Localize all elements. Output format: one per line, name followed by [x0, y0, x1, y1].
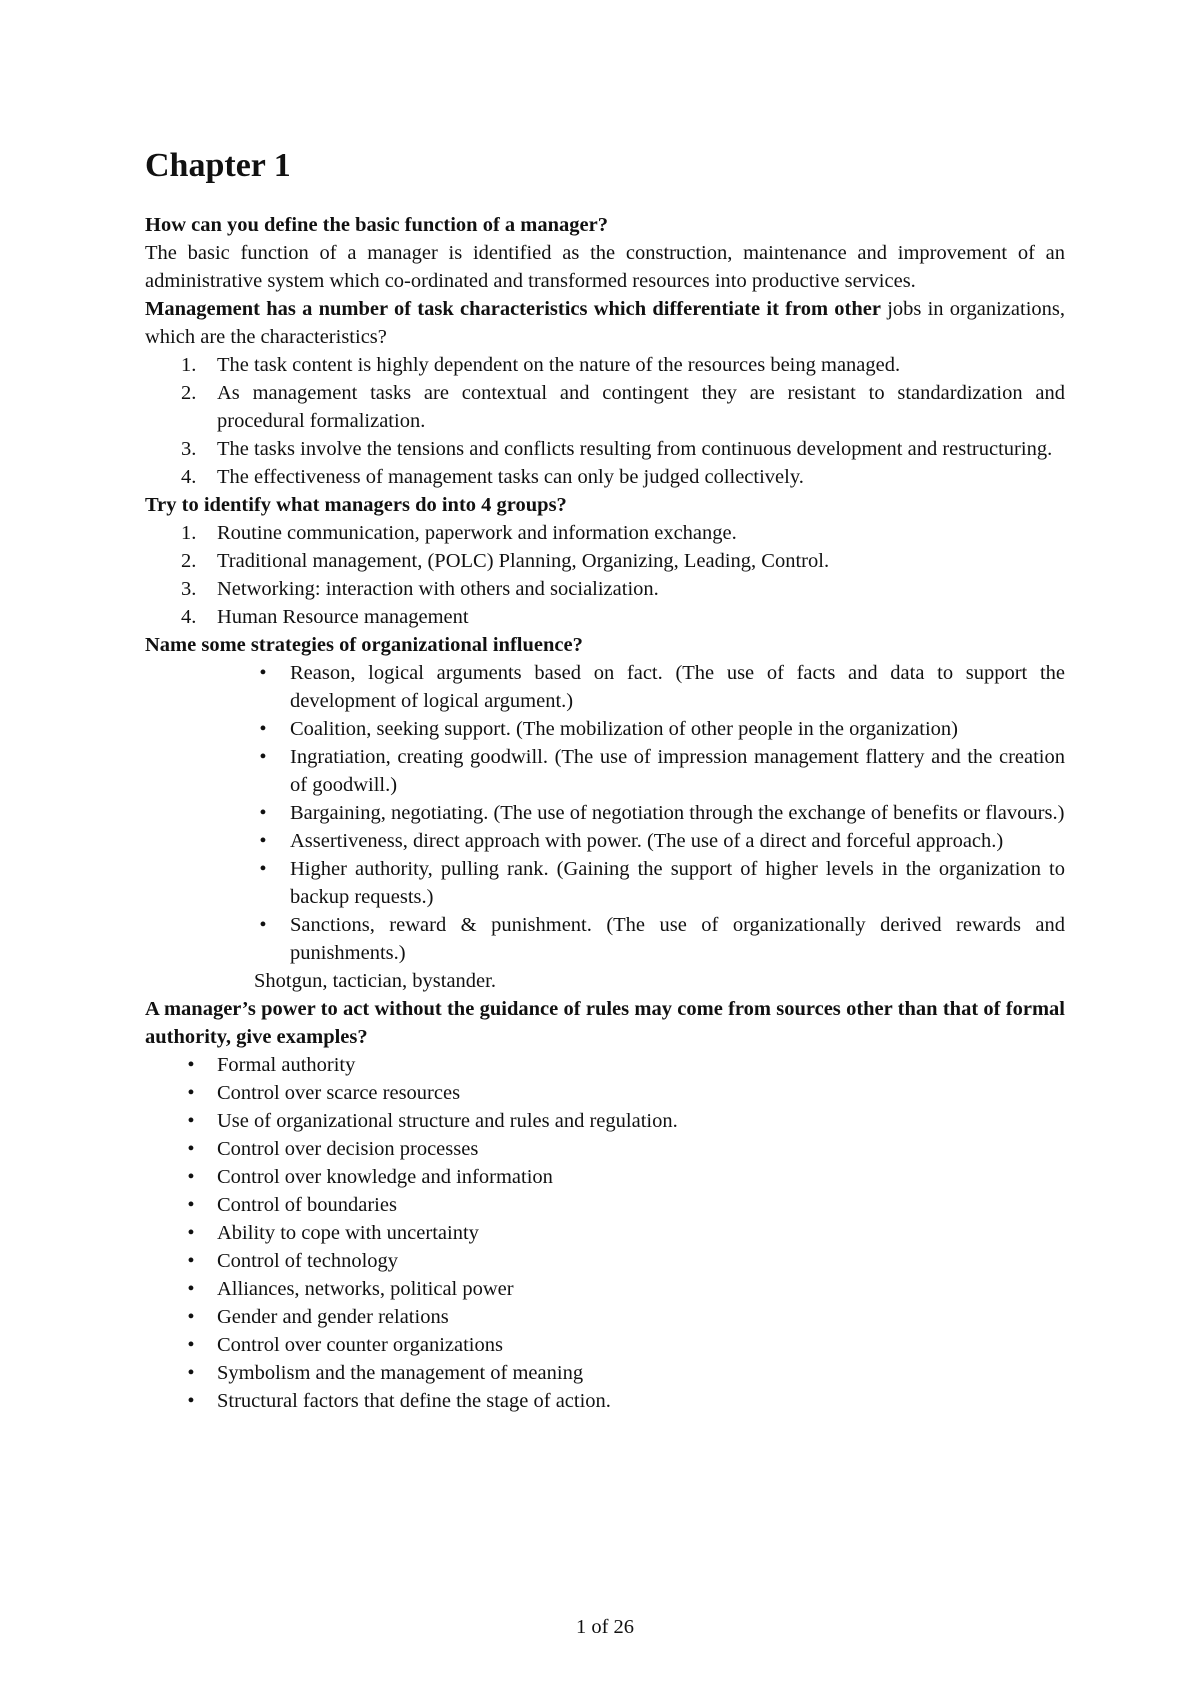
list-item [145, 1275, 1065, 1303]
list-item-text: Use of organizational structure and rules and regulation. [217, 1110, 678, 1132]
list-item [145, 1303, 1065, 1331]
bullet-icon: • [259, 662, 267, 684]
bullet-icon: • [187, 1222, 195, 1244]
list-number: 2. [181, 550, 197, 572]
answer-basic-function: The basic function of a manager is identified as the construction, maintenance and improvement of an administrative system which co-ordinated and transformed resources into productive services. [145, 242, 1065, 292]
list-item [145, 1107, 1065, 1135]
question-task-characteristics-rest: jobs in organizations, which are the characteristics? [145, 298, 1065, 348]
bullet-icon: • [187, 1166, 195, 1188]
list-item-text: Higher authority, pulling rank. (Gaining the support of higher levels in the organization to backup requests.) [290, 858, 1065, 908]
page-number: 1 of 26 [575, 1616, 635, 1638]
list-item-text: Control over counter organizations [217, 1334, 503, 1356]
list-item [145, 463, 1065, 491]
list-item-text: Assertiveness, direct approach with power. (The use of a direct and forceful approach.) [290, 830, 1004, 852]
task-characteristics-list [145, 351, 1065, 491]
list-item-text: Human Resource management [217, 606, 469, 628]
list-item [145, 379, 1065, 435]
list-item-text: Networking: interaction with others and socialization. [217, 578, 659, 600]
list-number: 3. [181, 578, 197, 600]
bullet-icon: • [187, 1390, 195, 1412]
list-item-text: Reason, logical arguments based on fact. (The use of facts and data to support the development of logical argument.) [290, 662, 1065, 712]
list-item [145, 1191, 1065, 1219]
bullet-icon: • [187, 1250, 195, 1272]
list-item-text: Bargaining, negotiating. (The use of negotiation through the exchange of benefits or flavours.) [290, 802, 1065, 824]
list-item [145, 1359, 1065, 1387]
list-item-text: The effectiveness of management tasks can only be judged collectively. [217, 466, 804, 488]
list-item [145, 435, 1065, 463]
list-item [145, 351, 1065, 379]
list-item-text: Formal authority [217, 1054, 356, 1076]
list-item-text: Gender and gender relations [217, 1306, 449, 1328]
list-item-text: Symbolism and the management of meaning [217, 1362, 584, 1384]
list-item [145, 1051, 1065, 1079]
bullet-icon: • [187, 1054, 195, 1076]
list-number: 4. [181, 606, 197, 628]
list-item-text: Alliances, networks, political power [217, 1278, 514, 1300]
list-item [145, 659, 1065, 715]
list-item-text: Control over knowledge and information [217, 1166, 553, 1188]
bullet-icon: • [187, 1110, 195, 1132]
question-manager-groups: Try to identify what managers do into 4 groups? [145, 494, 567, 516]
list-item-text: Control of technology [217, 1250, 399, 1272]
question-basic-function: How can you define the basic function of a manager? [145, 214, 608, 236]
list-item [145, 1247, 1065, 1275]
list-item-text: Routine communication, paperwork and information exchange. [217, 522, 737, 544]
influence-styles-line: Shotgun, tactician, bystander. [254, 970, 496, 992]
list-item-text: Ingratiation, creating goodwill. (The use of impression management flattery and the creation of goodwill.) [290, 746, 1065, 796]
list-number: 2. [181, 382, 197, 404]
list-item-text: Traditional management, (POLC) Planning, Organizing, Leading, Control. [217, 550, 830, 572]
list-item-text: Control over decision processes [217, 1138, 479, 1160]
list-item [145, 575, 1065, 603]
question-influence-strategies: Name some strategies of organizational influence? [145, 634, 583, 656]
manager-groups-list [145, 519, 1065, 631]
chapter-title: Chapter 1 [145, 147, 291, 184]
list-item [145, 519, 1065, 547]
list-item [145, 743, 1065, 799]
list-item [145, 1135, 1065, 1163]
bullet-icon: • [259, 914, 267, 936]
list-item-text: Coalition, seeking support. (The mobilization of other people in the organization) [290, 718, 958, 740]
question-power-sources: A manager’s power to act without the guidance of rules may come from sources other than that of formal authority, give examples? [145, 998, 1065, 1048]
list-item-text: Sanctions, reward & punishment. (The use of organizationally derived rewards and punishments.) [290, 914, 1065, 964]
bullet-icon: • [259, 718, 267, 740]
list-item [145, 547, 1065, 575]
bullet-icon: • [259, 802, 267, 824]
list-item [145, 715, 1065, 743]
list-number: 1. [181, 522, 197, 544]
list-item-text: Control of boundaries [217, 1194, 397, 1216]
list-number: 3. [181, 438, 197, 460]
document-body [145, 211, 1065, 1415]
list-item-text: Ability to cope with uncertainty [217, 1222, 479, 1244]
list-number: 1. [181, 354, 197, 376]
influence-strategies-list [145, 659, 1065, 967]
list-item [145, 827, 1065, 855]
bullet-icon: • [187, 1334, 195, 1356]
list-item-text: Structural factors that define the stage of action. [217, 1390, 611, 1412]
power-sources-list [145, 1051, 1065, 1415]
list-item [145, 799, 1065, 827]
list-item [145, 911, 1065, 967]
bullet-icon: • [187, 1362, 195, 1384]
list-item-text: As management tasks are contextual and contingent they are resistant to standardization and procedural formalization. [217, 382, 1065, 432]
bullet-icon: • [187, 1194, 195, 1216]
bullet-icon: • [259, 746, 267, 768]
list-item [145, 1079, 1065, 1107]
bullet-icon: • [259, 858, 267, 880]
bullet-icon: • [187, 1138, 195, 1160]
list-item [145, 1219, 1065, 1247]
document-page [145, 0, 1065, 1696]
question-task-characteristics [145, 295, 1065, 351]
list-item [145, 1163, 1065, 1191]
bullet-icon: • [187, 1278, 195, 1300]
bullet-icon: • [259, 830, 267, 852]
list-item [145, 603, 1065, 631]
list-item-text: Control over scarce resources [217, 1082, 461, 1104]
bullet-icon: • [187, 1306, 195, 1328]
list-item [145, 855, 1065, 911]
list-item [145, 1331, 1065, 1359]
list-number: 4. [181, 466, 197, 488]
bullet-icon: • [187, 1082, 195, 1104]
list-item [145, 1387, 1065, 1415]
question-task-characteristics-bold: Management has a number of task characteristics which differentiate it from other [145, 298, 881, 320]
list-item-text: The task content is highly dependent on the nature of the resources being managed. [217, 354, 901, 376]
list-item-text: The tasks involve the tensions and conflicts resulting from continuous development and restructuring. [217, 438, 1053, 460]
